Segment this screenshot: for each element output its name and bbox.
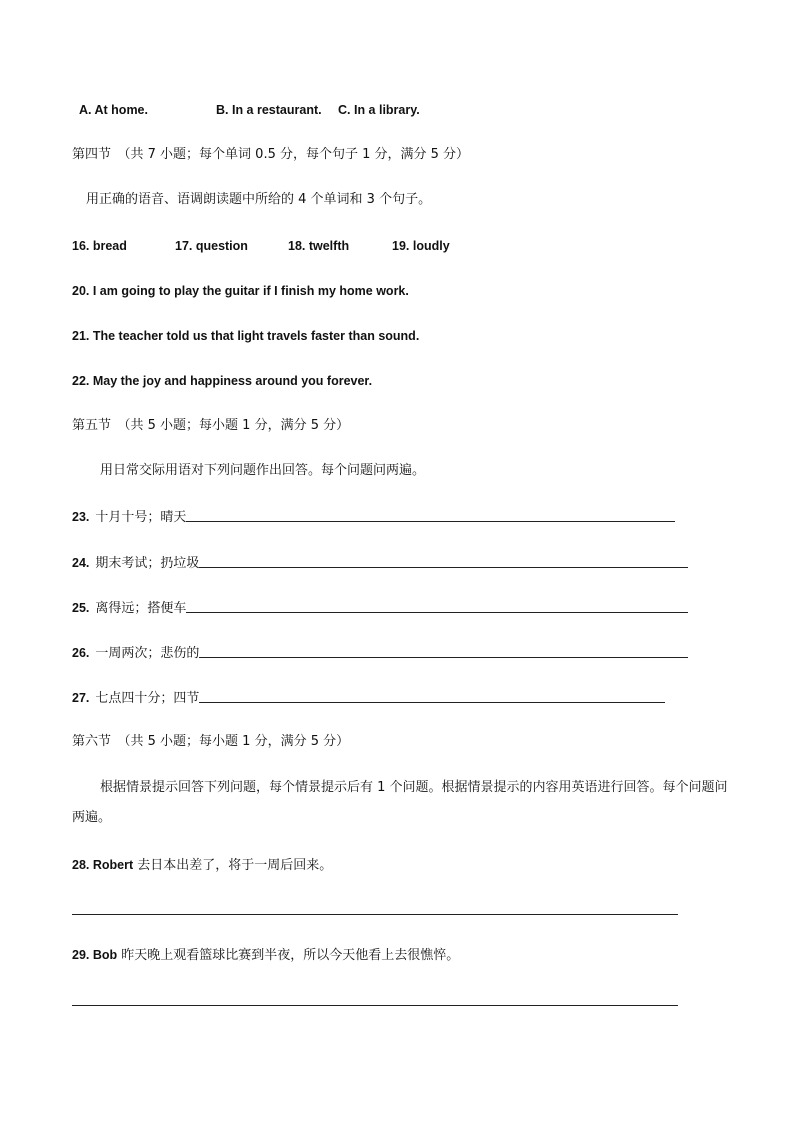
item-prompt: 去日本出差了，将于一周后回来。 bbox=[137, 858, 333, 873]
answer-blank[interactable] bbox=[199, 567, 688, 568]
section5-instruction: 用日常交际用语对下列问题作出回答。每个问题问两遍。 bbox=[100, 463, 426, 478]
answer-line[interactable] bbox=[72, 1005, 678, 1006]
option-b: B. In a restaurant. bbox=[216, 103, 322, 117]
item-number: 26. bbox=[72, 646, 90, 660]
section5-heading: 第五节 （共 5 小题；每小题 1 分，满分 5 分） bbox=[72, 418, 350, 433]
sentence-item: 22. May the joy and happiness around you forever. bbox=[72, 374, 373, 388]
sentence-item: 21. The teacher told us that light travels faster than sound. bbox=[72, 329, 420, 343]
item-number: 25. bbox=[72, 601, 90, 615]
word-item: 19. loudly bbox=[392, 239, 450, 253]
item-prompt: 七点四十分；四节 bbox=[95, 691, 200, 706]
answer-item bbox=[72, 688, 665, 706]
answer-item bbox=[72, 507, 675, 525]
item-prompt: 昨天晚上观看篮球比赛到半夜，所以今天他看上去很憔悴。 bbox=[121, 948, 460, 963]
item-prompt: 十月十号；晴天 bbox=[95, 510, 187, 525]
section4-instruction: 用正确的语音、语调朗读题中所给的 4 个单词和 3 个句子。 bbox=[86, 192, 432, 207]
answer-blank[interactable] bbox=[199, 657, 688, 658]
word-item: 17. question bbox=[175, 239, 248, 253]
item-prompt: 期末考试；扔垃圾 bbox=[95, 556, 200, 571]
section6-heading: 第六节 （共 5 小题；每小题 1 分，满分 5 分） bbox=[72, 734, 350, 749]
answer-item bbox=[72, 643, 688, 661]
word-item: 16. bread bbox=[72, 239, 127, 253]
option-c: C. In a library. bbox=[338, 103, 420, 117]
item-prompt: 一周两次；悲伤的 bbox=[95, 646, 200, 661]
item-number: 24. bbox=[72, 556, 90, 570]
answer-item bbox=[72, 598, 688, 616]
word-item: 18. twelfth bbox=[288, 239, 350, 253]
option-a: A. At home. bbox=[79, 103, 148, 117]
answer-line[interactable] bbox=[72, 914, 678, 915]
item-number: 27. bbox=[72, 691, 90, 705]
scenario-item bbox=[72, 856, 332, 875]
answer-blank[interactable] bbox=[199, 702, 665, 703]
scenario-item bbox=[72, 946, 459, 965]
answer-item bbox=[72, 553, 688, 571]
item-number: 29. Bob bbox=[72, 948, 118, 962]
item-prompt: 离得远；搭便车 bbox=[95, 601, 187, 616]
item-number: 23. bbox=[72, 510, 90, 524]
section6-instruction: 根据情景提示回答下列问题，每个情景提示后有 1 个问题。根据情景提示的内容用英语进行回答。每个问题问两遍。 bbox=[72, 780, 728, 825]
answer-blank[interactable] bbox=[186, 521, 675, 522]
sentence-item: 20. I am going to play the guitar if I finish my home work. bbox=[72, 284, 409, 298]
answer-blank[interactable] bbox=[186, 612, 688, 613]
section4-heading: 第四节 （共 7 小题；每个单词 0.5 分，每个句子 1 分，满分 5 分） bbox=[72, 147, 470, 162]
item-number: 28. Robert bbox=[72, 858, 134, 872]
